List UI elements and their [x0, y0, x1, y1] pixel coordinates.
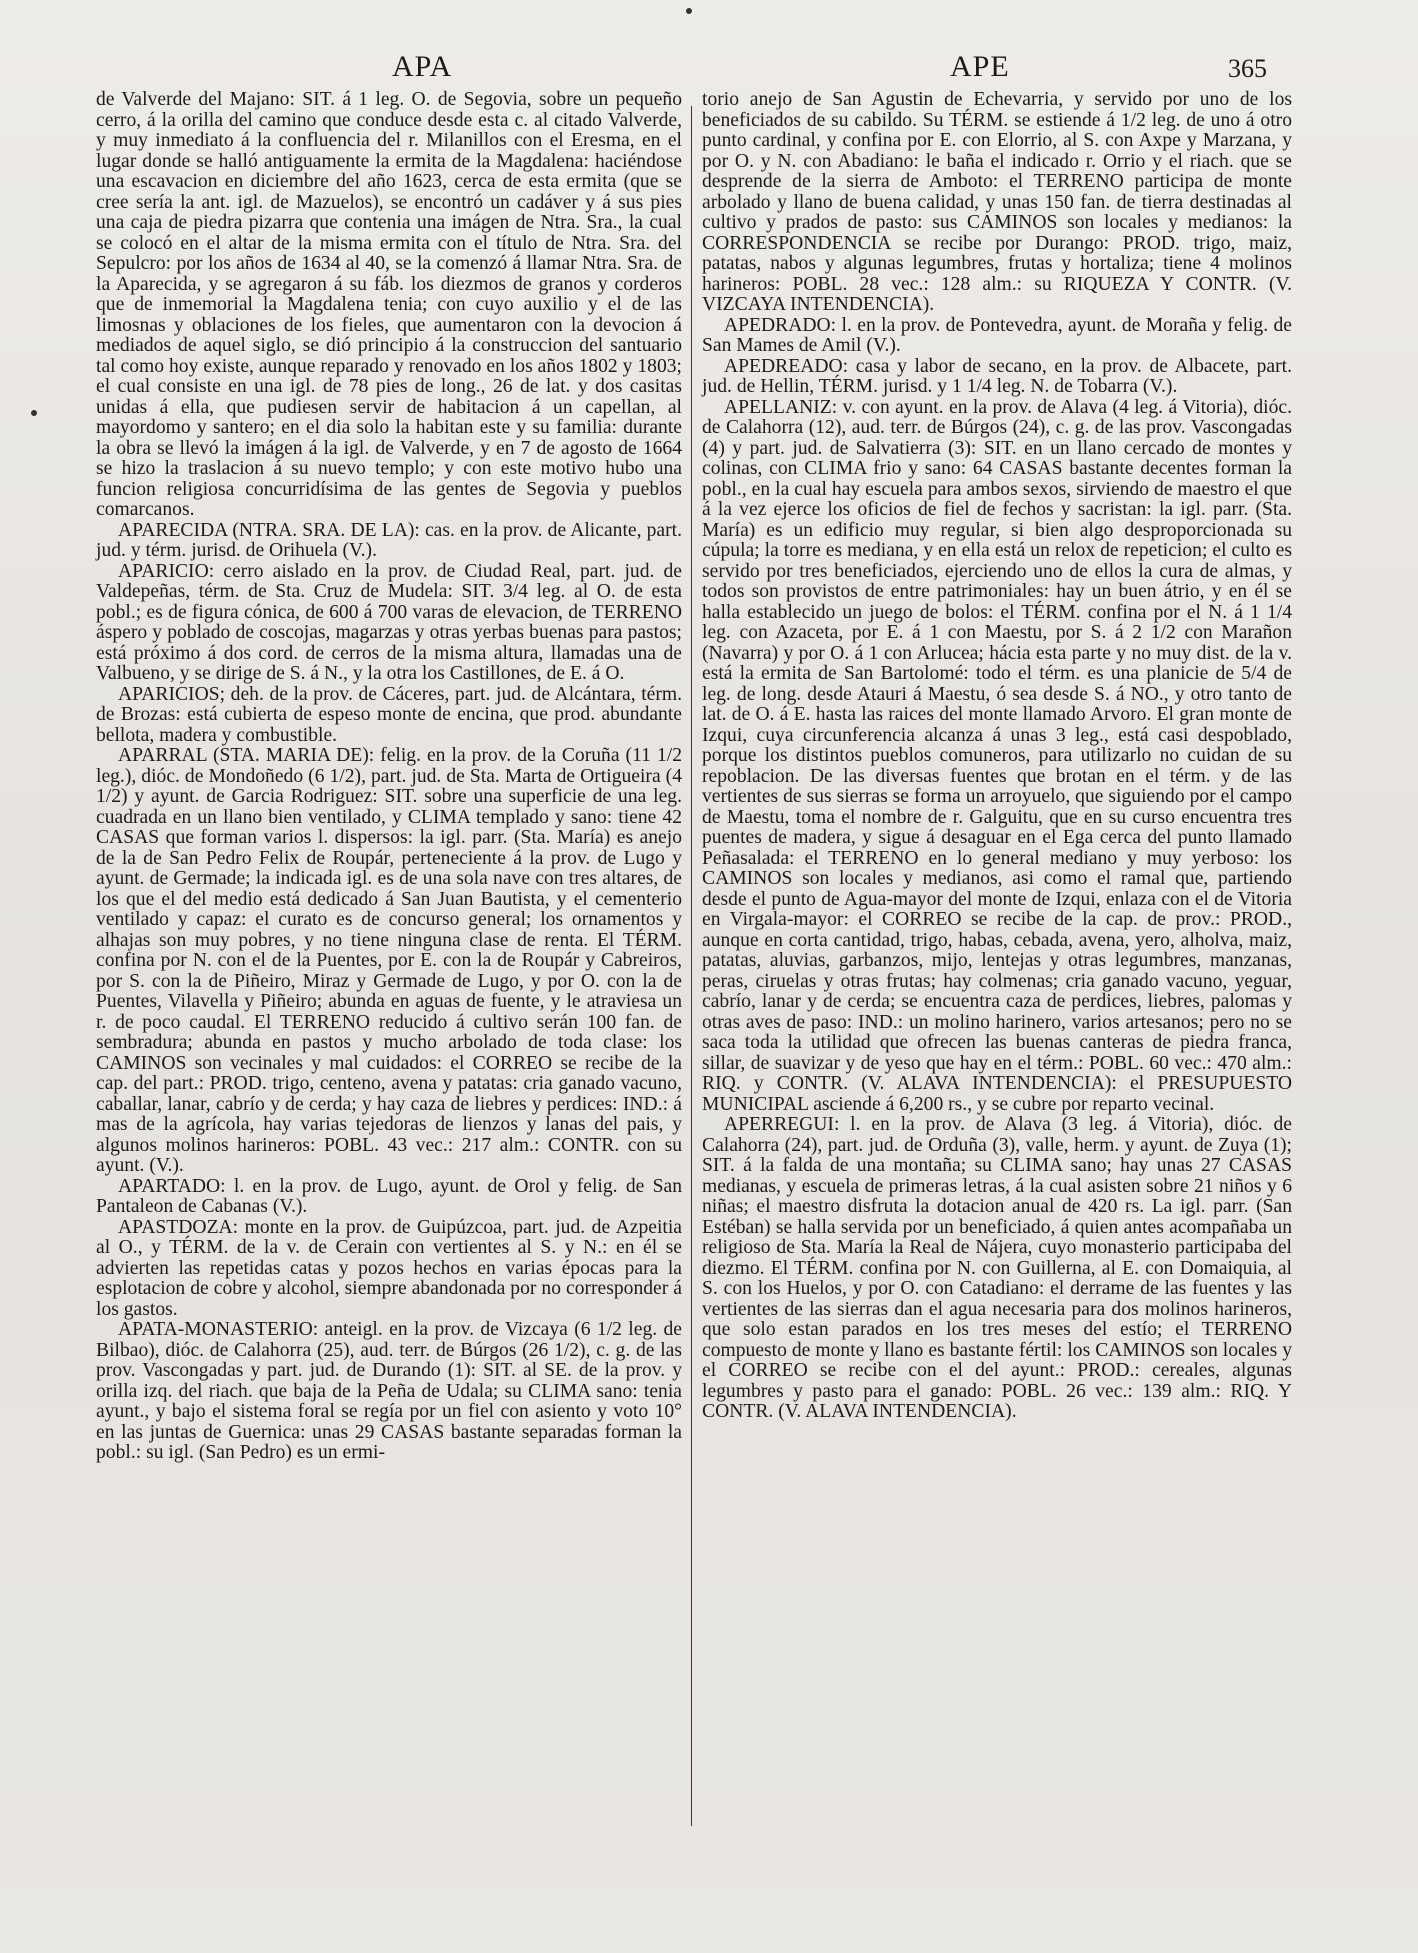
- ink-speck: [686, 8, 692, 14]
- entry-aparecida: APARECIDA (NTRA. SRA. DE LA): cas. en la prov. de Alicante, part. jud. y térm. jurisd. de Orihuela (V.).: [96, 519, 682, 561]
- entry-apata-monasterio: APATA-MONASTERIO: anteigl. en la prov. de Vizcaya (6 1/2 leg. de Bilbao), dióc. de Calahorra (25), aud. terr. de Búrgos (26 1/2), c. g. de las prov. Vascongadas y part. jud. de Durando (1): SIT. al SE. de la prov. y orilla izq. del riach. que baja de la Peña de Udala; su CLIMA sano: tenia ayunt., y bajo el sistema foral se regía por un fiel con asiento y voto 10° en las juntas de Guernica: unas 29 CASAS bastante separadas forman la pobl.: su igl. (San Pedro) es un ermi-: [96, 1319, 682, 1463]
- entry-apartado: APARTADO: l. en la prov. de Lugo, ayunt. de Orol y felig. de San Pantaleon de Cabanas (V.).: [96, 1175, 682, 1217]
- entry-apellaniz: APELLANIZ: v. con ayunt. en la prov. de Alava (4 leg. á Vitoria), dióc. de Calahorra (12), aud. terr. de Búrgos (24), c. g. de las prov. Vascongadas (4) y part. jud. de Salvatierra (3): SIT. en un llano cercado de montes y colinas, con CLIMA frio y sano: 64 CASAS bastante decentes forman la pobl., en la cual hay escuela para ambos sexos, sirviendo de maestro el que á la vez ejerce los oficios de fiel de fechos y sacristan: la igl. parr. (Sta. María) es un edificio muy regular, si bien algo desproporcionada su cúpula; la torre es mediana, y en ella está un relox de repeticion; el culto es servido por tres beneficiados, ejerciendo uno de ellos la cura de almas, y todos son provistos de entre patrimoniales: hay un buen átrio, y en él se halla establecido un juego de bolos: el TÉRM. confina por el N. á 1 1/4 leg. con Azaceta, por E. á 1 con Maestu, por S. á 2 1/2 con Marañon (Navarra) y por O. á 1 con Arlucea; hácia esta parte y no muy dist. de la v. está la ermita de San Bartolomé: todo el térm. es una planicie de 5/4 de leg. de long. desde Atauri á Maestu, ó sea desde S. á NO., y otro tanto de lat. de O. á E. hasta las raices del monte llamado Arvoro. El gran monte de Izqui, cuya circunferencia alcanza á unas 3 leg., está casi despoblado, porque los distintos pueblos comuneros, para utilizarlo no cuidan de su repoblacion. De las diversas fuentes que brotan en el térm. y de las vertientes de sus sierras se forma un arroyuelo, que siguiendo por el campo de Maestu, toma el nombre de r. Galguitu, que en su curso encuentra tres puentes de madera, y sigue á desaguar en el Ega cerca del punto llamado Peñasalada: el TERRENO en lo general mediano y muy yerboso: los CAMINOS son locales y medianos, asi como el ramal que, partiendo desde el punto de Agua-mayor del monte de Izqui, enlaza con el de Vitoria en Virgala-mayor: el CORREO se recibe de la cap. de prov.: PROD., aunque en corta cantidad, trigo, habas, cebada, avena, yero, alholva, maiz, patatas, aluvias, garbanzos, mijo, lentejas y otras legumbres, manzanas, peras, ciruelas y otras frutas; hay colmenas; cria ganado vacuno, yeguar, cabrío, lanar y de cerda; se encuentra caza de perdices, liebres, palomas y otras aves de paso: IND.: un molino harinero, varios artesanos; pero no se saca toda la utilidad que ofrecen las buenas canteras de piedra franca, sillar, de suavizar y de yeso que hay en el térm.: POBL. 60 vec.: 470 alm.: RIQ. y CONTR. (V. ALAVA INTENDENCIA): el PRESUPUESTO MUNICIPAL asciende á 6,200 rs., y se cubre por reparto vecinal.: [702, 396, 1292, 1115]
- left-column: [96, 90, 682, 1464]
- entry-apastdoza: APASTDOZA: monte en la prov. de Guipúzcoa, part. jud. de Azpeitia al O., y TÉRM. de la v. de Cerain con vertientes al S. y N.: en él se advierten las repetidas catas y pozos hechos en varias épocas para la esplotacion de cobre y alcohol, siempre abandonada por no corresponder á los gastos.: [96, 1216, 682, 1320]
- entry-aparral: APARRAL (STA. MARIA DE): felig. en la prov. de la Coruña (11 1/2 leg.), dióc. de Mondoñedo (6 1/2), part. jud. de Sta. Marta de Ortigueira (4 1/2) y ayunt. de Garcia Rodriguez: SIT. sobre una superficie de una leg. cuadrada en un llano bien ventilado, y CLIMA templado y sano: tiene 42 CASAS que forman varios l. dispersos: la igl. parr. (Sta. María) es anejo de la de San Pedro Felix de Roupár, perteneciente á la prov. de Lugo y ayunt. de Germade; la indicada igl. es de una sola nave con tres altares, de los que el del medio está dedicado á San Juan Bautista, y el cementerio ventilado y capaz: el curato es de concurso general; los ornamentos y alhajas son muy pobres, y no tiene ninguna clase de renta. El TÉRM. confina por N. con el de la Puentes, por E. con la de Roupár y Cabreiros, por S. con la de Piñeiro, Miraz y Germade de Lugo, y por O. con la de Puentes, Vilavella y Piñeiro; abunda en aguas de fuente, y le atraviesa un r. de poco caudal. El TERRENO reducido á cultivo serán 100 fan. de sembradura; abunda en pastos y mucho arbolado de toda clase: los CAMINOS son vecinales y mal cuidados: el CORREO se recibe de la cap. del part.: PROD. trigo, centeno, avena y patatas: cria ganado vacuno, caballar, lanar, cabrío y de cerda; y hay caza de liebres y perdices: IND.: á mas de la agrícola, hay varias tejedoras de lienzos y lanas del pais, y algunos molinos harineros: POBL. 43 vec.: 217 alm.: CONTR. con su ayunt. (V.).: [96, 745, 682, 1176]
- entry-paragraph: de Valverde del Majano: SIT. á 1 leg. O. de Segovia, sobre un pequeño cerro, á la orilla del camino que conduce desde esta c. al citado Valverde, y muy inmediato á la confluencia del r. Milanillos con el Eresma, en el lugar donde se halló antiguamente la ermita de la Magdalena: haciéndose una escavacion en diciembre del año 1623, cerca de esta ermita (que se cree sería la ant. igl. de Mazuelos), se encontró un cadáver y á sus pies una caja de piedra pizarra que contenia una imágen de Ntra. Sra., la cual se colocó en el altar de la misma ermita con el título de Ntra. Sra. del Sepulcro: por los años de 1634 al 40, se la comenzó á llamar Ntra. Sra. de la Aparecida, y se agregaron á su fáb. los diezmos de granos y corderos que de inmemorial la Magdalena tenia; con cuyo auxilio y el de las limosnas y oblaciones de los fieles, que aumentaron con la devocion á mediados de aquel siglo, se dió principio á la construccion del santuario tal como hoy existe, aunque reparado y renovado en los años 1802 y 1803; el cual consiste en una igl. de 78 pies de long., 26 de lat. y dos casitas unidas á ella, que pudiesen servir de habitacion á un capellan, al mayordomo y santero; en el dia solo la habitan este y su familia: durante la obra se llevó la imágen á la igl. de Valverde, y en 7 de agosto de 1664 se hizo la traslacion á su nuevo templo; y con este motivo hubo una funcion religiosa concurridísima de las gentes de Segovia y pueblos comarcanos.: [96, 89, 682, 520]
- ink-speck: [31, 410, 37, 416]
- page-number: 365: [1228, 54, 1267, 83]
- entry-aparicio: APARICIO: cerro aislado en la prov. de Ciudad Real, part. jud. de Valdepeñas, térm. de Sta. Cruz de Mudela: SIT. 3/4 leg. al O. de esta pobl.; es de figura cónica, de 600 á 700 varas de elevacion, de TERRENO áspero y poblado de coscojas, magarzas y otras yerbas buenas para pastos; está próximo á dos cord. de cerros de la misma altura, llamadas una de Valbueno, y se dirige de S. á N., y la otra los Castillones, de E. á O.: [96, 560, 682, 684]
- column-divider: [691, 106, 692, 1826]
- entry-aperregui: APERREGUI: l. en la prov. de Alava (3 leg. á Vitoria), dióc. de Calahorra (24), part. jud. de Orduña (3), valle, herm. y ayunt. de Zuya (1); SIT. á la falda de una montaña; su CLIMA sano; hay unas 27 CASAS medianas, y escuela de primeras letras, á la cual asisten sobre 21 niños y 6 niñas; el maestro disfruta la dotacion anual de 420 rs. La igl. parr. (San Estéban) se halla servida por un beneficiado, á quien antes acompañaba un religioso de Sta. María la Real de Nájera, cuyo monasterio participaba del diezmo. El TÉRM. confina por N. con Guillerna, al E. con Domaiquia, al S. con los Huelos, y por O. con Catadiano: el derrame de las fuentes y las vertientes de las sierras dan el agua necesaria para dos molinos harineros, que solo estan parados en los tres meses del estío; el TERRENO compuesto de monte y llano es bastante fértil: los CAMINOS son locales y el CORREO se recibe con el del ayunt.: PROD.: cereales, algunas legumbres y pasto para el ganado: POBL. 26 vec.: 139 alm.: RIQ. Y CONTR. (V. ALAVA INTENDENCIA).: [702, 1114, 1292, 1422]
- entry-apedrado: APEDRADO: l. en la prov. de Pontevedra, ayunt. de Moraña y felig. de San Mames de Amil (V.).: [702, 314, 1292, 356]
- entry-apedreado: APEDREADO: casa y labor de secano, en la prov. de Albacete, part. jud. de Hellin, TÉRM. jurisd. y 1 1/4 leg. N. de Tobarra (V.).: [702, 355, 1292, 397]
- right-running-head: APE: [950, 50, 1010, 83]
- entry-paragraph: torio anejo de San Agustin de Echevarria, y servido por uno de los beneficiados de su cabildo. Su TÉRM. se estiende á 1/2 leg. de uno á otro punto cardinal, y confina por E. con Elorrio, al S. con Axpe y Marzana, y por O. y N. con Abadiano: le baña el indicado r. Orrio y el riach. que se desprende de la sierra de Amboto: el TERRENO participa de monte arbolado y llano de buena calidad, y unas 150 fan. de tierra destinadas al cultivo y prados de pasto: sus CAMINOS son locales y medianos: la CORRESPONDENCIA se recibe por Durango: PROD. trigo, maiz, patatas, nabos y algunas legumbres, frutas y hortaliza; tiene 4 molinos harineros: POBL. 28 vec.: 128 alm.: su RIQUEZA Y CONTR. (V. VIZCAYA INTENDENCIA).: [702, 89, 1292, 315]
- left-running-head: APA: [392, 50, 453, 83]
- right-column: [702, 90, 1292, 1423]
- page-header: [0, 50, 1418, 90]
- entry-aparicios: APARICIOS; deh. de la prov. de Cáceres, part. jud. de Alcántara, térm. de Brozas: está cubierta de espeso monte de encina, que prod. abundante bellota, madera y combustible.: [96, 683, 682, 746]
